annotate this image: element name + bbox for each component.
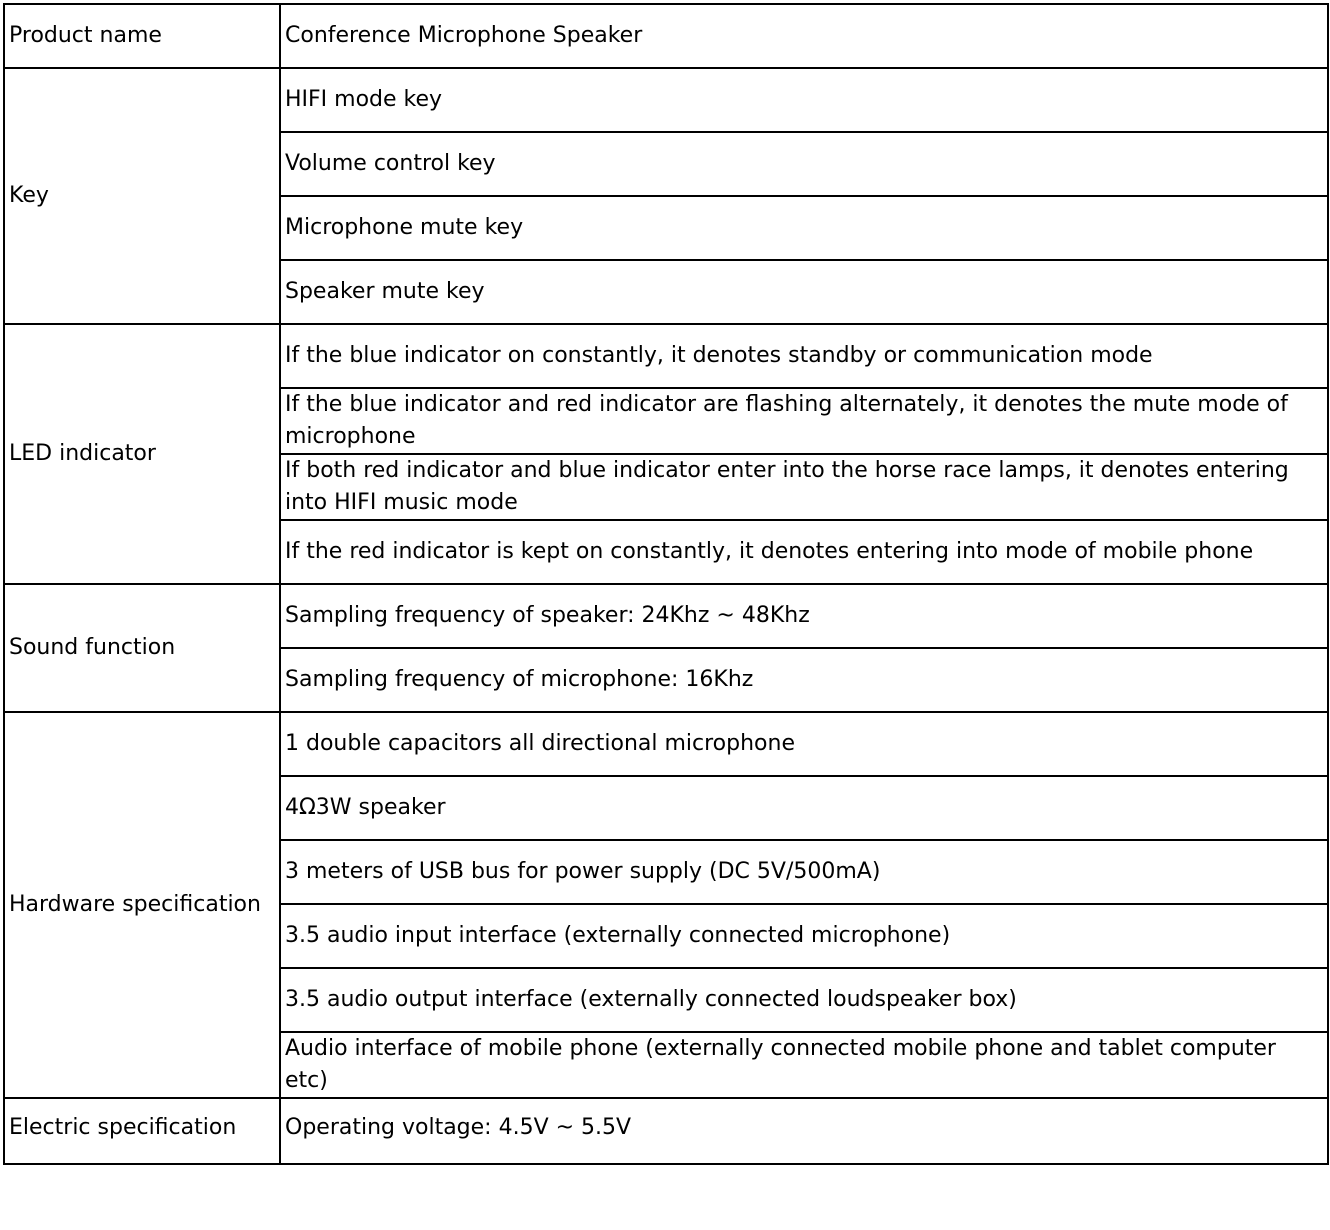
category-sound-function: Sound function (4, 584, 280, 712)
spec-value: 4Ω3W speaker (280, 776, 1328, 840)
spec-value: 3 meters of USB bus for power supply (DC 5V/500mA) (280, 840, 1328, 904)
spec-value: Conference Microphone Speaker (280, 4, 1328, 68)
spec-value: HIFI mode key (280, 68, 1328, 132)
category-hardware-specification: Hardware specification (4, 712, 280, 1098)
table-row (4, 712, 1328, 776)
spec-value: If the red indicator is kept on constantly, it denotes entering into mode of mobile phone (280, 520, 1328, 584)
table-row (4, 324, 1328, 388)
spec-value: Volume control key (280, 132, 1328, 196)
spec-value: Microphone mute key (280, 196, 1328, 260)
table-row (4, 584, 1328, 648)
category-product-name: Product name (4, 4, 280, 68)
spec-value: 3.5 audio input interface (externally connected microphone) (280, 904, 1328, 968)
spec-value: If the blue indicator on constantly, it denotes standby or communication mode (280, 324, 1328, 388)
table-row (4, 68, 1328, 132)
spec-value: 1 double capacitors all directional microphone (280, 712, 1328, 776)
spec-value: Audio interface of mobile phone (externally connected mobile phone and tablet computer etc) (280, 1032, 1328, 1098)
table-row (4, 4, 1328, 68)
spec-value: Sampling frequency of microphone: 16Khz (280, 648, 1328, 712)
spec-value: If both red indicator and blue indicator enter into the horse race lamps, it denotes entering into HIFI music mode (280, 454, 1328, 520)
spec-value: Sampling frequency of speaker: 24Khz ~ 48Khz (280, 584, 1328, 648)
spec-value: Operating voltage: 4.5V ~ 5.5V (280, 1098, 1328, 1164)
spec-table (3, 3, 1329, 1165)
category-electric-specification: Electric specification (4, 1098, 280, 1164)
category-led-indicator: LED indicator (4, 324, 280, 584)
category-key: Key (4, 68, 280, 324)
table-row (4, 1098, 1328, 1164)
spec-value: If the blue indicator and red indicator are flashing alternately, it denotes the mute mode of microphone (280, 388, 1328, 454)
spec-value: 3.5 audio output interface (externally connected loudspeaker box) (280, 968, 1328, 1032)
spec-value: Speaker mute key (280, 260, 1328, 324)
